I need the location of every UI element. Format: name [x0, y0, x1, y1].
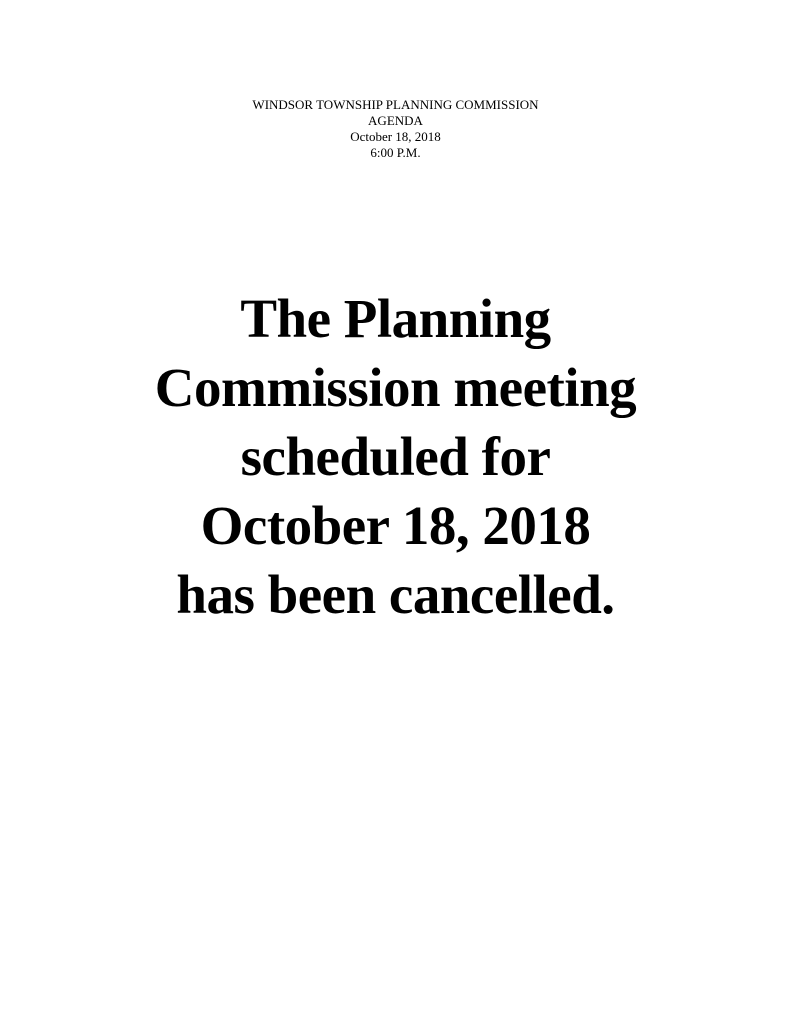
- notice-line: has been cancelled.: [176, 564, 615, 625]
- notice-line: October 18, 2018: [200, 495, 591, 556]
- notice-line: The Planning: [240, 288, 551, 349]
- organization-name: WINDSOR TOWNSHIP PLANNING COMMISSION: [252, 97, 539, 112]
- agenda-header: [0, 97, 791, 161]
- meeting-date: October 18, 2018: [350, 129, 441, 144]
- notice-line: scheduled for: [240, 426, 551, 487]
- cancellation-notice: [0, 284, 791, 629]
- notice-line: Commission meeting: [154, 357, 637, 418]
- meeting-time: 6:00 P.M.: [370, 145, 421, 160]
- document-type: AGENDA: [368, 113, 423, 128]
